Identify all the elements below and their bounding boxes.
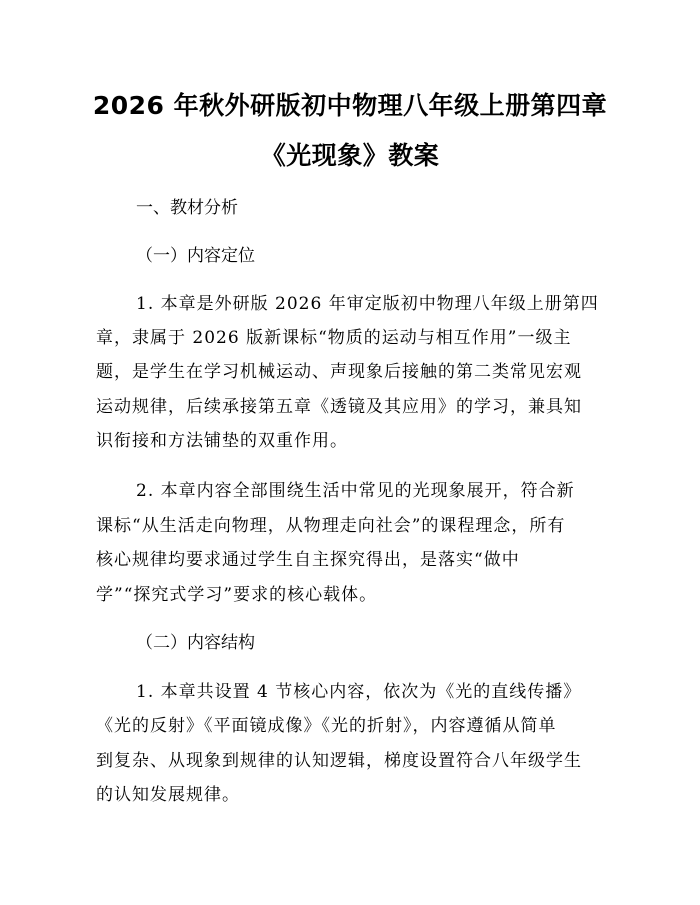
paragraph-line: 课标“从生活走向物理，从物理走向社会”的课程理念，所有	[96, 516, 566, 536]
paragraph-line: 到复杂、从现象到规律的认知逻辑，梯度设置符合八年级学生	[96, 751, 582, 771]
document-title-line-1: 2026 年秋外研版初中物理八年级上册第四章	[92, 91, 608, 120]
section-heading-textbook-analysis: 一、教材分析	[136, 198, 238, 218]
paragraph-line: 学”“探究式学习”要求的核心载体。	[96, 585, 378, 605]
paragraph-line: 1. 本章是外研版 2026 年审定版初中物理八年级上册第四	[136, 294, 599, 314]
paragraph-line: 核心规律均要求通过学生自主探究得出，是落实“做中	[96, 550, 520, 570]
paragraph-line: 1. 本章共设置 4 节核心内容，依次为《光的直线传播》	[136, 682, 582, 702]
subsection-heading-content-structure: （二）内容结构	[136, 633, 255, 653]
subsection-heading-content-positioning: （一）内容定位	[136, 246, 255, 266]
paragraph-line: 2. 本章内容全部围绕生活中常见的光现象展开，符合新	[136, 481, 575, 501]
paragraph-line: 识衔接和方法铺垫的双重作用。	[96, 431, 348, 451]
paragraph-line: 章，隶属于 2026 版新课标“物质的运动与相互作用”一级主	[96, 328, 572, 348]
paragraph-line: 《光的反射》《平面镜成像》《光的折射》，内容遵循从简单	[96, 716, 557, 736]
paragraph-line: 题，是学生在学习机械运动、声现象后接触的第二类常见宏观	[96, 362, 582, 382]
paragraph-line: 运动规律，后续承接第五章《透镜及其应用》的学习，兼具知	[96, 397, 582, 417]
paragraph-line: 的认知发展规律。	[96, 785, 240, 805]
document-title-line-2: 《光现象》教案	[260, 141, 440, 170]
